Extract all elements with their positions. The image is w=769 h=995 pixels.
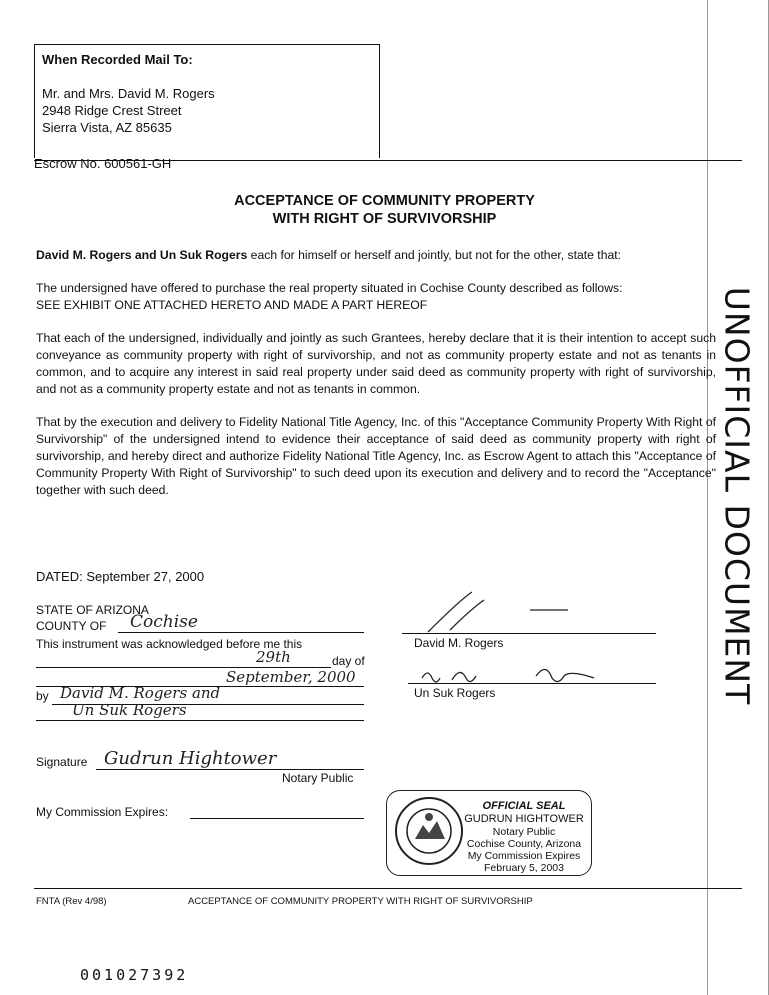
property-line: The undersigned have offered to purchase the real property situated in Cochise County described as follows:	[36, 281, 623, 295]
mail-to-heading: When Recorded Mail To:	[42, 52, 193, 67]
seal-county: Cochise County, Arizona	[466, 838, 582, 850]
footer-title: ACCEPTANCE OF COMMUNITY PROPERTY WITH RIGHT OF SURVIVORSHIP	[188, 896, 533, 907]
state-seal-emblem	[393, 795, 465, 867]
day-handwriting: 29th	[256, 648, 291, 666]
by-handwriting-2: Un Suk Rogers	[72, 701, 187, 719]
commission-underline	[190, 818, 364, 819]
escrow-number: Escrow No. 600561-GH	[34, 156, 172, 171]
seal-heading: OFFICIAL SEAL	[482, 800, 566, 812]
notary-public-label: Notary Public	[282, 771, 354, 785]
unofficial-watermark: UNOFFICIAL DOCUMENT	[717, 286, 757, 706]
acknowledgement-text: This instrument was acknowledged before me this	[36, 637, 303, 651]
by-label: by	[36, 689, 49, 703]
paragraph-parties	[36, 247, 716, 264]
by-underline-2	[36, 720, 364, 721]
day-of-label: day of	[332, 654, 365, 668]
paragraph-authorization: That by the execution and delivery to Fidelity National Title Agency, Inc. of this "Acceptance Community Property With Right of Survivorship" of the undersigned intend to evidence their acceptance of said deed as community property with right of survivorship, and hereby direct and authorize Fidelity National Title Agency, Inc. as Escrow Agent to attach this "Acceptance of Community Property With Right of Survivorship" to such deed upon its execution and delivery and to record the "Acceptance" together with such deed.	[36, 415, 716, 497]
party-names: David M. Rogers and Un Suk Rogers	[36, 248, 248, 262]
state-label: STATE OF ARIZONA	[36, 603, 149, 617]
signer-line-1	[402, 633, 656, 634]
signer-name-1: David M. Rogers	[414, 636, 504, 650]
signature-label: Signature	[36, 755, 88, 769]
county-handwriting: Cochise	[130, 612, 198, 632]
party-statement: each for himself or herself and jointly, but not for the other, state that:	[247, 248, 622, 262]
mail-to-line: 2948 Ridge Crest Street	[42, 103, 182, 118]
seal-expiry-label: My Commission Expires	[467, 850, 581, 862]
signer-name-2: Un Suk Rogers	[414, 686, 496, 700]
seal-name: GUDRUN HIGHTOWER	[464, 813, 584, 825]
notary-signature: Gudrun Hightower	[104, 748, 277, 769]
document-title-line-1: ACCEPTANCE OF COMMUNITY PROPERTY	[234, 193, 535, 209]
month-handwriting: September, 2000	[226, 668, 356, 686]
exhibit-line: SEE EXHIBIT ONE ATTACHED HERETO AND MADE A PART HEREOF	[36, 298, 428, 312]
footer-form-number: FNTA (Rev 4/98)	[36, 896, 107, 907]
seal-expiry-date: February 5, 2003	[484, 862, 564, 874]
signer-line-2	[408, 683, 656, 684]
document-title-line-2: WITH RIGHT OF SURVIVORSHIP	[272, 211, 497, 227]
signature-underline	[96, 769, 364, 770]
mail-to-line: Mr. and Mrs. David M. Rogers	[42, 86, 215, 101]
footer-rule	[34, 888, 742, 889]
paragraph-property	[36, 280, 716, 314]
paragraph-declaration: That each of the undersigned, individually and jointly as such Grantees, hereby declare that it is their intention to accept such conveyance as community property with right of survivorship, and not as community property estate and not as tenants in common, and to acquire any interest in said real property under said deed as community property with right of survivorship, and not as a community property estate and not as tenants in common.	[36, 331, 716, 396]
by-handwriting-1: David M. Rogers and	[60, 684, 221, 702]
commission-label: My Commission Expires:	[36, 805, 169, 819]
signature-david	[400, 580, 570, 640]
mail-to-line: Sierra Vista, AZ 85635	[42, 120, 172, 135]
dated-line: DATED: September 27, 2000	[36, 569, 205, 584]
document-number: 001027392	[80, 966, 189, 984]
county-label: COUNTY OF	[36, 619, 107, 633]
seal-title: Notary Public	[492, 826, 556, 838]
county-underline	[118, 632, 364, 633]
